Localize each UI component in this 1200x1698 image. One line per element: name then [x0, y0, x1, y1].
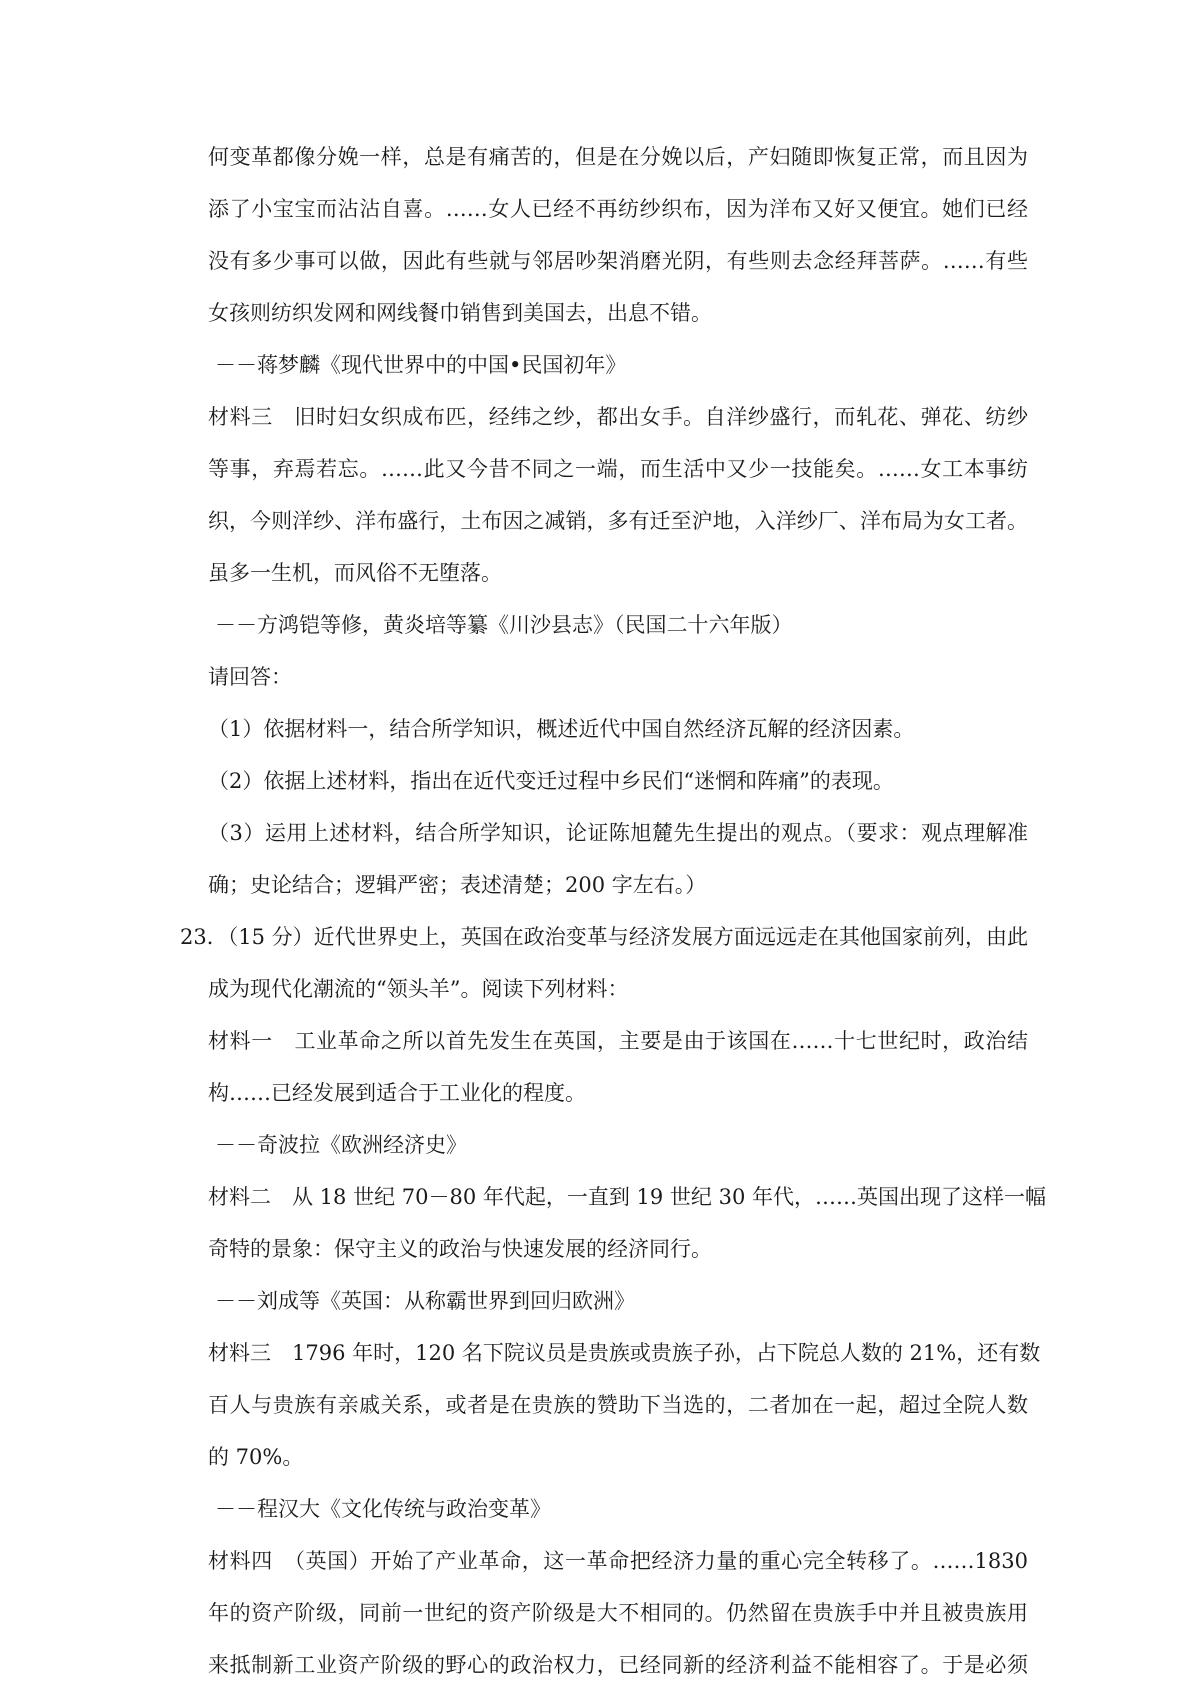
- material-line: 构……已经发展到适合于工业化的程度。: [208, 1081, 586, 1105]
- material-line: 等事，弃焉若忘。……此又今昔不同之一端，而生活中又少一技能矣。……女工本事纺: [208, 457, 1028, 481]
- passage-line: 添了小宝宝而沾沾自喜。……女人已经不再纺纱织布，因为洋布又好又便宜。她们已经: [208, 197, 1028, 221]
- material-line: 百人与贵族有亲戚关系，或者是在贵族的赞助下当选的，二者加在一起，超过全院人数: [208, 1393, 1028, 1417]
- material-line: 材料三 旧时妇女织成布匹，经纬之纱，都出女手。自洋纱盛行，而轧花、弹花、纺纱: [208, 405, 1028, 429]
- passage-line: 没有多少事可以做，因此有些就与邻居吵架消磨光阴，有些则去念经拜菩萨。……有些: [208, 249, 1028, 273]
- material-line: 奇特的景象：保守主义的政治与快速发展的经济同行。: [208, 1237, 712, 1261]
- question-item: 确；史论结合；逻辑严密；表述清楚；200 字左右。）: [208, 873, 707, 897]
- passage-line: 何变革都像分娩一样，总是有痛苦的，但是在分娩以后，产妇随即恢复正常，而且因为: [208, 145, 1028, 169]
- source-citation: －－方鸿铠等修，黄炎培等纂《川沙县志》（民国二十六年版）: [215, 613, 793, 637]
- question-stem: 成为现代化潮流的“领头羊”。阅读下列材料：: [208, 977, 629, 1001]
- material-line: 虽多一生机，而风俗不无堕落。: [208, 561, 502, 585]
- source-citation: －－程汉大《文化传统与政治变革》: [215, 1497, 551, 1521]
- passage-line: 女孩则纺织发网和网线餐巾销售到美国去，出息不错。: [208, 301, 712, 325]
- material-line: 织，今则洋纱、洋布盛行，土布因之减销，多有迁至沪地，入洋纱厂、洋布局为女工者。: [208, 509, 1028, 533]
- source-citation: －－蒋梦麟《现代世界中的中国•民国初年》: [215, 353, 627, 377]
- material-line: 材料四 （英国）开始了产业革命，这一革命把经济力量的重心完全转移了。……1830: [208, 1549, 1028, 1573]
- material-line: 材料三 1796 年时，120 名下院议员是贵族或贵族子孙，占下院总人数的 21%，还有数: [208, 1341, 1041, 1365]
- prompt-text: 请回答：: [208, 665, 292, 689]
- material-line: 材料二 从 18 世纪 70－80 年代起，一直到 19 世纪 30 年代，……英国出现了这样一幅: [208, 1185, 1047, 1209]
- material-line: 的 70%。: [208, 1445, 304, 1469]
- question-item: （1）依据材料一，结合所学知识，概述近代中国自然经济瓦解的经济因素。: [208, 717, 915, 741]
- material-line: 年的资产阶级，同前一世纪的资产阶级是大不相同的。仍然留在贵族手中并且被贵族用: [208, 1601, 1028, 1625]
- source-citation: －－奇波拉《欧洲经济史》: [215, 1133, 467, 1157]
- material-line: 材料一 工业革命之所以首先发生在英国，主要是由于该国在……十七世纪时，政治结: [208, 1029, 1028, 1053]
- source-citation: －－刘成等《英国：从称霸世界到回归欧洲》: [215, 1289, 635, 1313]
- question-item: （3）运用上述材料，结合所学知识，论证陈旭麓先生提出的观点。（要求：观点理解准: [208, 821, 1028, 845]
- question-stem: 23．（15 分）近代世界史上，英国在政治变革与经济发展方面远远走在其他国家前列，由此: [180, 925, 1028, 949]
- material-line: 来抵制新工业资产阶级的野心的政治权力，已经同新的经济利益不能相容了。于是必须: [208, 1653, 1028, 1677]
- question-item: （2）依据上述材料，指出在近代变迁过程中乡民们“迷惘和阵痛”的表现。: [208, 769, 894, 793]
